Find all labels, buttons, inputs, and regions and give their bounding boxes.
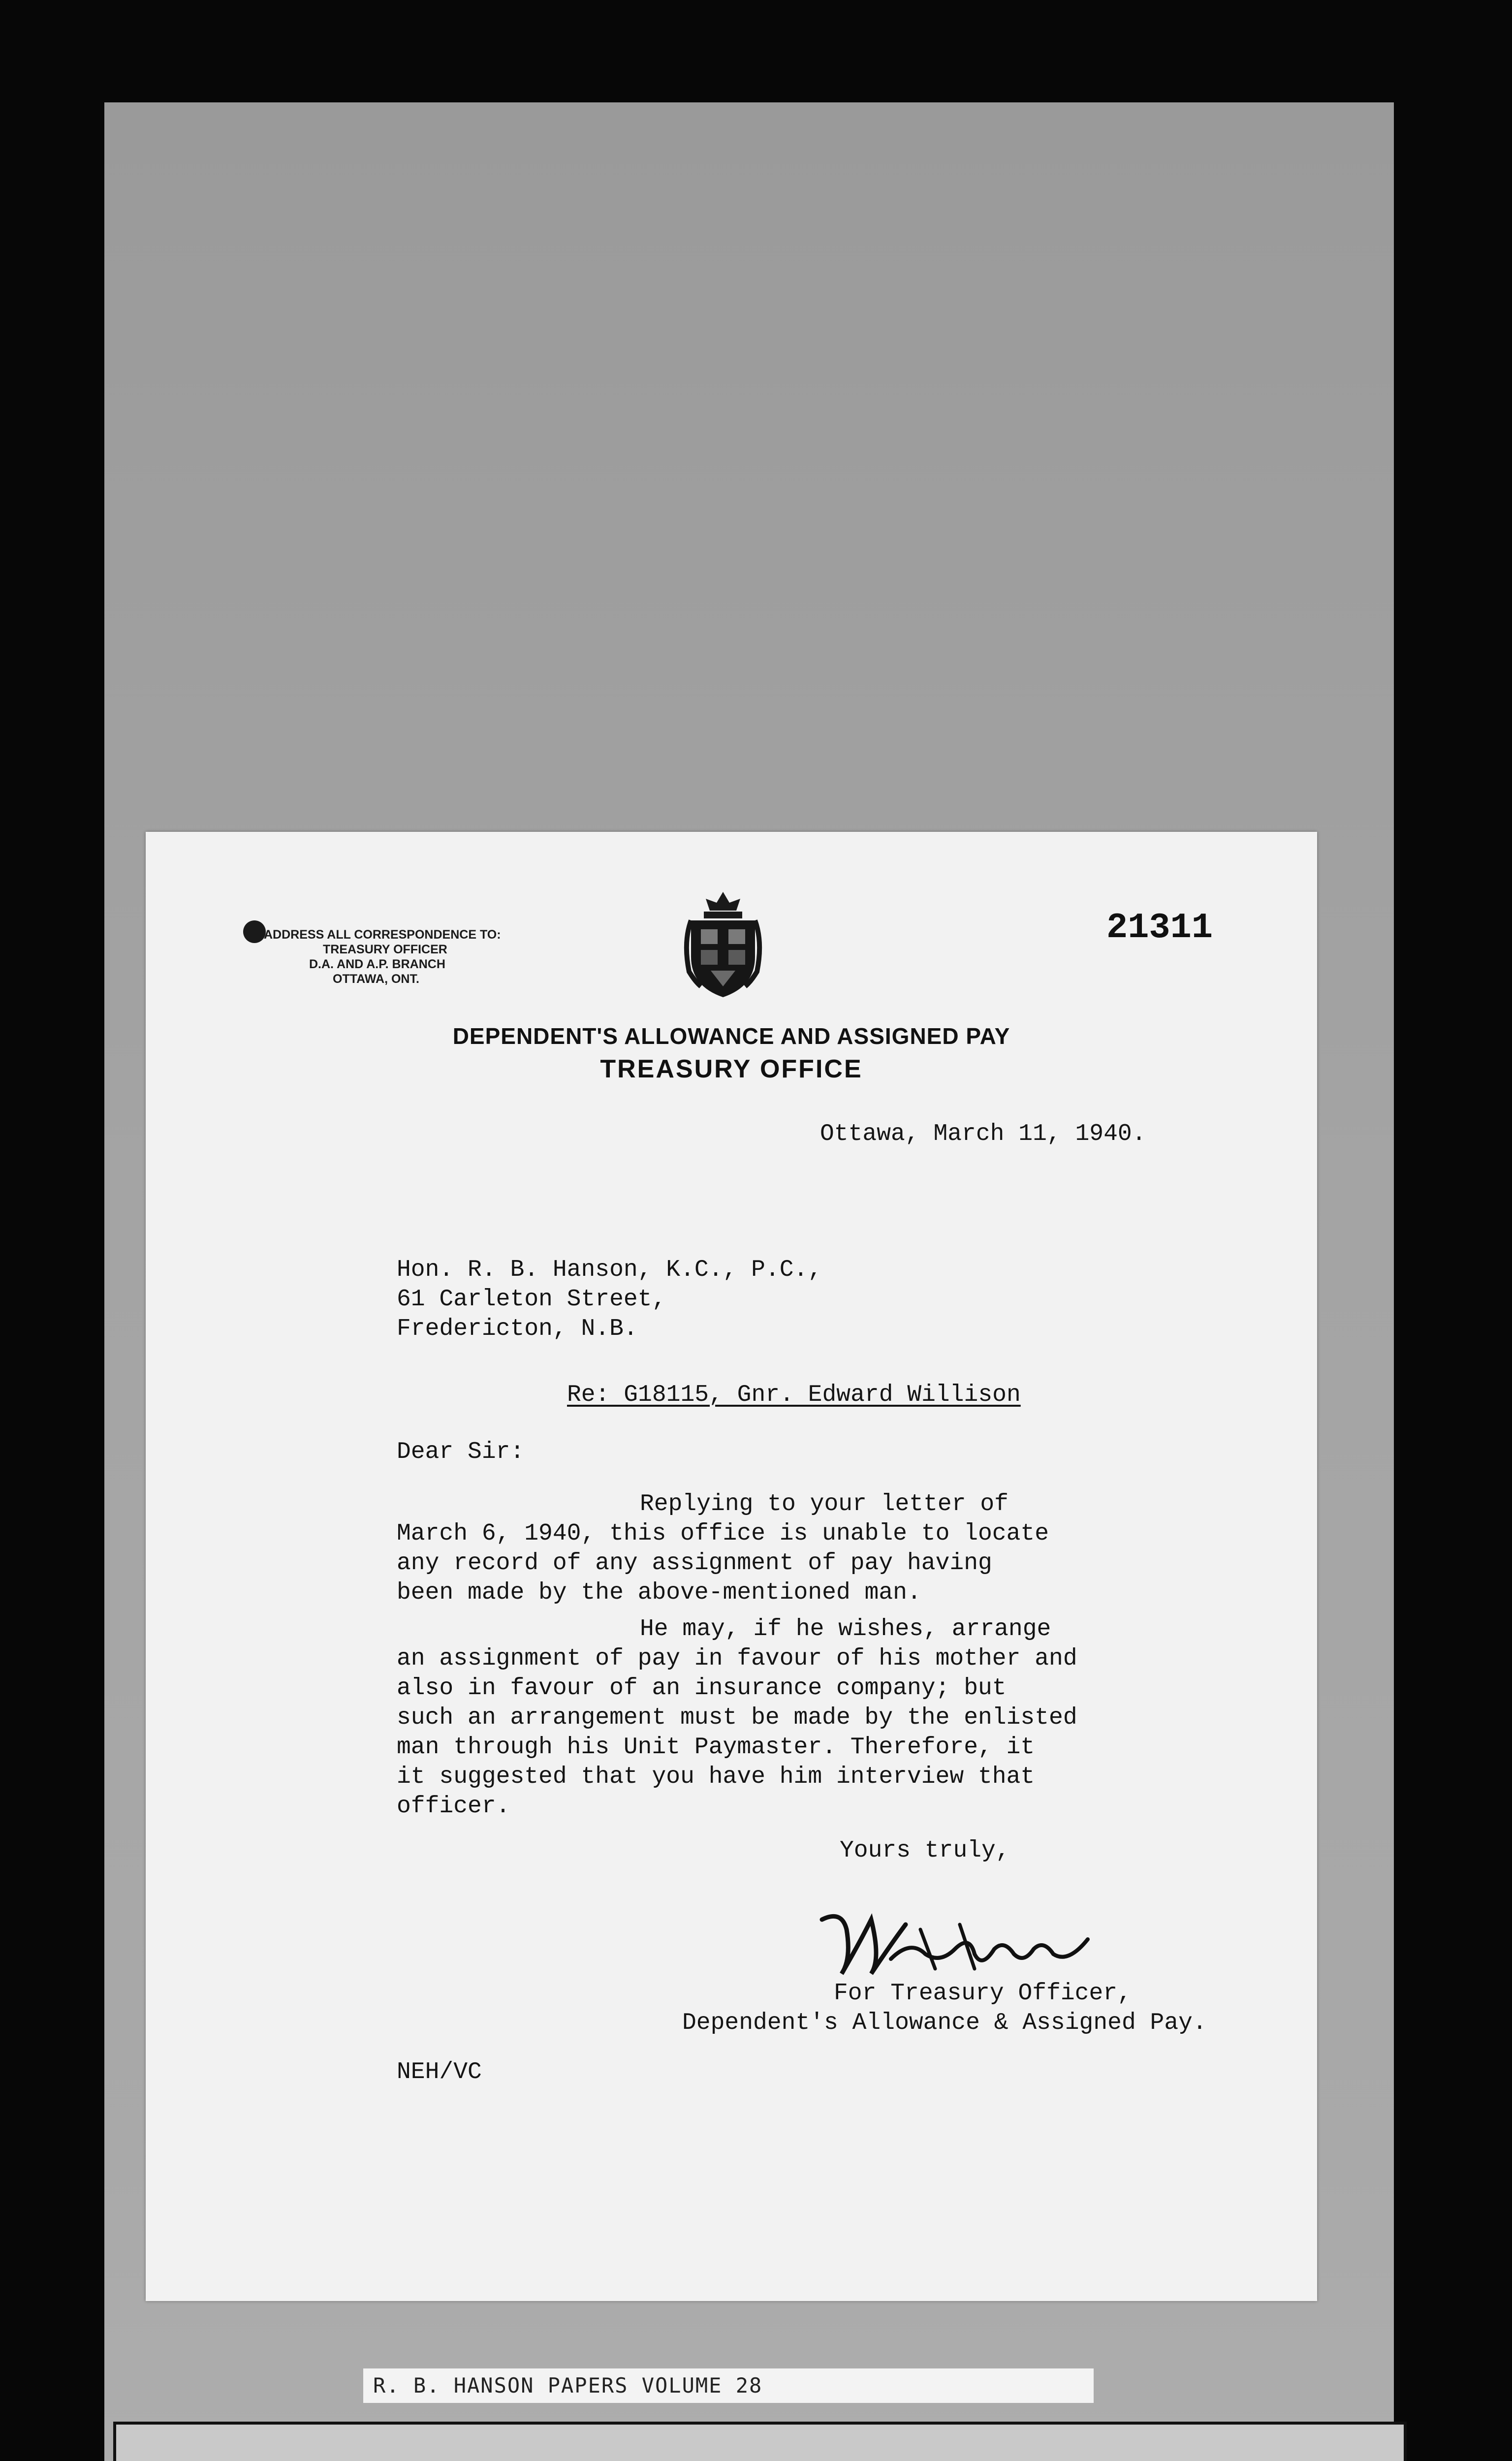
paragraph-line: any record of any assignment of pay having <box>397 1550 992 1577</box>
paragraph-line: Replying to your letter of <box>640 1491 1008 1517</box>
recipient-line: 61 Carleton Street, <box>397 1286 666 1313</box>
letterhead-title: DEPENDENT'S ALLOWANCE AND ASSIGNED PAY <box>452 1023 1010 1049</box>
paragraph-line: such an arrangement must be made by the enlisted <box>397 1704 1077 1731</box>
coat-of-arms-icon <box>681 888 765 1001</box>
address-line: TREASURY OFFICER <box>323 943 447 956</box>
reference-initials: NEH/VC <box>397 2059 482 2085</box>
letterhead-subtitle: TREASURY OFFICE <box>600 1055 863 1083</box>
volume-label: R. B. HANSON PAPERS VOLUME 28 <box>363 2368 1094 2403</box>
paragraph-line: man through his Unit Paymaster. Therefore, it <box>397 1734 1035 1761</box>
signer-line: Dependent's Allowance & Assigned Pay. <box>682 2010 1207 2036</box>
paragraph-line: been made by the above-mentioned man. <box>397 1579 921 1606</box>
letter-date: Ottawa, March 11, 1940. <box>820 1121 1146 1147</box>
closing: Yours truly, <box>840 1837 1010 1864</box>
address-line: ADDRESS ALL CORRESPONDENCE TO: <box>264 928 501 942</box>
address-line: OTTAWA, ONT. <box>333 972 419 986</box>
archive-stamp-card <box>113 2422 1407 2461</box>
paragraph-line: an assignment of pay in favour of his mother and <box>397 1645 1077 1672</box>
paragraph-line: March 6, 1940, this office is unable to locate <box>397 1520 1049 1547</box>
signer-line: For Treasury Officer, <box>834 1980 1132 2007</box>
paragraph-line: it suggested that you have him interview that <box>397 1764 1035 1790</box>
reference-subject: Re: G18115, Gnr. Edward Willison <box>567 1382 1021 1408</box>
letter-page <box>146 832 1317 2301</box>
signature <box>812 1900 1098 1988</box>
recipient-line: Fredericton, N.B. <box>397 1316 638 1342</box>
address-line: D.A. AND A.P. BRANCH <box>309 957 445 971</box>
paragraph-line: officer. <box>397 1793 510 1820</box>
recipient-line: Hon. R. B. Hanson, K.C., P.C., <box>397 1257 822 1283</box>
paragraph-line: also in favour of an insurance company; but <box>397 1675 1007 1702</box>
paragraph-line: He may, if he wishes, arrange <box>640 1616 1051 1642</box>
file-number: 21311 <box>1106 908 1213 948</box>
salutation: Dear Sir: <box>397 1439 525 1465</box>
correspondence-address <box>264 927 501 986</box>
punch-hole-icon <box>243 920 266 943</box>
